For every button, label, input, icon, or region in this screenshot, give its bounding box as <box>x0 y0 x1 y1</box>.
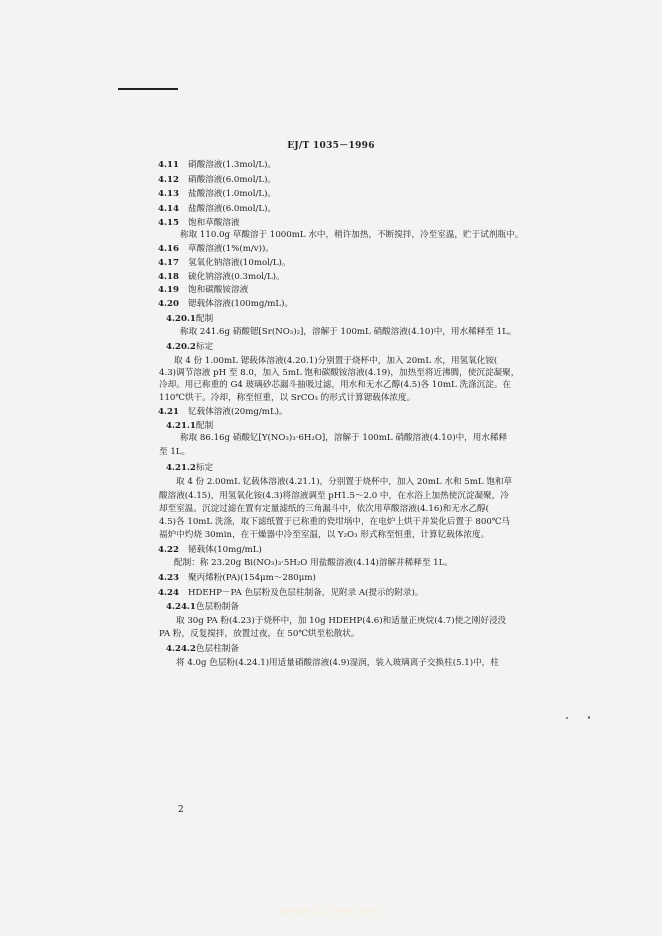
body-text-line <box>174 558 453 569</box>
clause-4-24 <box>158 588 423 599</box>
clause-text: 标定 <box>196 463 214 473</box>
clause-text: 硝酸溶液(6.0mol/L)。 <box>188 175 277 185</box>
body-text-line <box>180 433 507 444</box>
clause-text: 聚丙烯粉(PA)(154μm～280μm) <box>188 573 316 583</box>
clause-text: 锶载体溶液(100mg/mL)。 <box>188 299 294 309</box>
clause-text: 110℃烘干。冷却，称至恒重，以 SrCO₃ 的形式计算锶载体浓度。 <box>159 393 416 403</box>
clause-number: 4.19 <box>158 285 179 295</box>
clause-text: 盐酸溶液(6.0mol/L)。 <box>188 204 277 214</box>
body-text-line <box>159 504 489 515</box>
clause-text: 4.5)各 10mL 洗涤，取下滤纸置于已称重的瓷坩埚中，在电炉上烘干并炭化后置于 800℃马 <box>159 517 511 527</box>
body-text-line <box>180 327 516 338</box>
clause-text: PA 粉，反复搅拌，放置过夜，在 50℃烘至松散状。 <box>159 629 360 639</box>
clause-text: 取 4 份 1.00mL 锶载体溶液(4.20.1)分别置于烧杯中，加入 20mL 水，用氢氧化铵( <box>174 356 498 366</box>
clause-number: 4.24.2 <box>166 644 196 654</box>
clause-4-16 <box>158 244 274 255</box>
clause-4-12 <box>158 175 276 186</box>
clause-text: 饱和碳酸铵溶液 <box>188 285 249 295</box>
clause-4-20-1 <box>166 314 213 325</box>
clause-number: 4.12 <box>158 175 179 185</box>
clause-4-17 <box>158 258 290 269</box>
clause-text: HDEHP－PA 色层粉及色层柱制备，见附录 A(提示的附录)。 <box>188 588 424 598</box>
clause-text: 称取 241.6g 硝酸锶[Sr(NO₃)₂]，溶解于 100mL 硝酸溶液(4.10)中，用水稀释至 1L。 <box>180 327 517 337</box>
clause-text: 硫化钠溶液(0.3mol/L)。 <box>188 272 285 282</box>
clause-text: 取 30g PA 粉(4.23)于烧杯中，加 10g HDEHP(4.6)和适量正庚烷(4.7)使之刚好浸没 <box>176 616 507 626</box>
body-text-line <box>159 517 510 528</box>
page-number: 2 <box>178 805 184 815</box>
clause-number: 4.20.2 <box>166 342 196 352</box>
clause-number: 4.21.1 <box>166 421 196 431</box>
body-text-line <box>159 530 489 541</box>
clause-4-20-2 <box>166 342 213 353</box>
clause-4-14 <box>158 204 276 215</box>
clause-4-21-2 <box>166 463 213 474</box>
top-rule <box>118 88 178 90</box>
clause-4-21 <box>158 407 288 418</box>
clause-number: 4.20.1 <box>166 314 196 324</box>
watermark: www.bzfxw.com <box>280 904 382 917</box>
clause-text: 福炉中灼烧 30min，在干燥器中冷至室温，以 Y₂O₃ 形式称至恒重，计算钇载体浓度。 <box>159 530 490 540</box>
clause-4-21-1 <box>166 421 213 432</box>
clause-number: 4.22 <box>158 545 179 555</box>
body-text-line <box>176 616 506 627</box>
clause-text: 色层柱制备 <box>196 644 239 654</box>
clause-number: 4.13 <box>158 189 179 199</box>
clause-number: 4.23 <box>158 573 179 583</box>
clause-text: 饱和草酸溶液 <box>188 218 240 228</box>
clause-4-23 <box>158 573 316 584</box>
body-text-line <box>159 629 360 640</box>
clause-number: 4.21.2 <box>166 463 196 473</box>
clause-text: 至 1L。 <box>159 447 191 457</box>
clause-text: 酸溶液(4.15)，用氢氧化铵(4.3)将溶液调至 pH1.5～2.0 中，在水浴上加热使沉淀凝聚，冷 <box>159 491 509 501</box>
body-text-line <box>180 230 523 241</box>
body-text-line <box>159 447 190 458</box>
clause-text: 草酸溶液(1%(m/v))。 <box>188 244 274 254</box>
clause-number: 4.17 <box>158 258 179 268</box>
clause-4-15 <box>158 218 240 229</box>
clause-text: 氢氧化钠溶液(10mol/L)。 <box>188 258 291 268</box>
clause-number: 4.24.1 <box>166 602 196 612</box>
body-text-line <box>176 658 499 669</box>
standard-header: EJ/T 1035－1996 <box>287 141 375 151</box>
scan-speck <box>566 717 568 719</box>
clause-4-19 <box>158 285 248 296</box>
clause-text: 配制 <box>196 314 214 324</box>
body-text-line <box>159 491 509 502</box>
clause-text: 4.3)调节溶液 pH 至 8.0，加入 5mL 饱和碳酸铵溶液(4.19)，加热至将近沸腾，使沉淀凝聚， <box>159 368 520 378</box>
clause-4-24-2 <box>166 644 239 655</box>
clause-4-22 <box>158 545 262 556</box>
clause-text: 称取 110.0g 草酸溶于 1000mL 水中，稍许加热，不断搅拌，冷至室温，贮于试剂瓶中。 <box>180 230 524 240</box>
body-text-line <box>176 477 512 488</box>
body-text-line <box>159 393 415 404</box>
clause-4-18 <box>158 272 285 283</box>
body-text-line <box>174 356 497 367</box>
clause-number: 4.14 <box>158 204 179 214</box>
clause-4-20 <box>158 299 293 310</box>
clause-number: 4.20 <box>158 299 179 309</box>
clause-number: 4.16 <box>158 244 179 254</box>
body-text-line <box>159 380 511 391</box>
clause-number: 4.15 <box>158 218 179 228</box>
clause-text: 色层粉制备 <box>196 602 239 612</box>
clause-4-11 <box>158 160 276 171</box>
clause-text: 配制：称 23.20g Bi(NO₃)₃·5H₂O 用盐酸溶液(4.14)溶解并稀释至 1L。 <box>174 558 453 568</box>
clause-number: 4.24 <box>158 588 179 598</box>
clause-text: 铋载体(10mg/mL) <box>188 545 262 555</box>
clause-text: 将 4.0g 色层粉(4.24.1)用适量硝酸溶液(4.9)湿润，装入玻璃离子交换柱(5.1)中，柱 <box>176 658 499 668</box>
clause-text: 却至室温。沉淀过滤在置有定量滤纸的三角漏斗中，依次用草酸溶液(4.16)和无水乙醇( <box>159 504 489 514</box>
clause-text: 取 4 份 2.00mL 钇载体溶液(4.21.1)，分别置于烧杯中，加入 20mL 水和 5mL 饱和草 <box>176 477 513 487</box>
clause-number: 4.18 <box>158 272 179 282</box>
clause-4-13 <box>158 189 276 200</box>
clause-text: 冷却。用已称重的 G4 玻璃砂芯漏斗抽吸过滤，用水和无水乙醇(4.5)各 10mL 洗涤沉淀。在 <box>159 380 512 390</box>
clause-text: 称取 86.16g 硝酸钇[Y(NO₃)₃·6H₂O]，溶解于 100mL 硝酸溶液(4.10)中，用水稀释 <box>180 433 508 443</box>
scan-speck <box>588 716 590 719</box>
clause-number: 4.11 <box>158 160 179 170</box>
clause-text: 标定 <box>196 342 214 352</box>
clause-number: 4.21 <box>158 407 179 417</box>
clause-4-24-1 <box>166 602 239 613</box>
clause-text: 钇载体溶液(20mg/mL)。 <box>188 407 288 417</box>
clause-text: 硝酸溶液(1.3mol/L)。 <box>188 160 277 170</box>
body-text-line <box>159 368 519 379</box>
clause-text: 盐酸溶液(1.0mol/L)。 <box>188 189 277 199</box>
clause-text: 配制 <box>196 421 214 431</box>
